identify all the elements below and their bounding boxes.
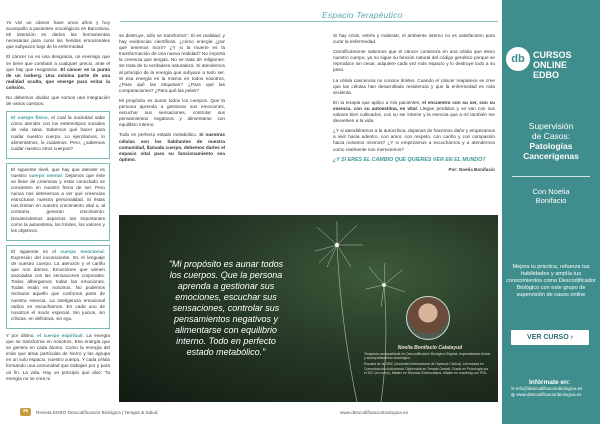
callout-mental-body: El siguiente nivel, que hay que atender es nuestro cuerpo mental. Dejamos que éste se llene de creencias y estar conectado se convierten en nuestro freno de ser. Pero nunca nos detenemos a ver qué creencias estructuran nuestra personalidad. Si éstas nos limitan en nuestro crecimiento vital o, al contrario, generan crecimiento. Desatendemos aspectos tan importantes como la autoestima, los límites, los valores y los objetivos.	[6, 163, 110, 241]
right-column	[333, 33, 495, 177]
author-bio: Terapeuta acompañante en Descodificación Biológica Original, especializada clínica y acompañamiento oncológico. Escuela de la SIBC (Sociedad Internacional de Hipnosis Clínica), Licenciada en Comunicación Audiovisual. Diplomada en Terapia Gestalt, Grado en Psicología por el IGC (en curso), Máster en Hipnosis Ericksoniana, Máster en coaching con PNL.	[364, 352, 491, 375]
globe-icon: ◍	[511, 392, 515, 397]
chevron-right-icon: ›	[570, 334, 573, 341]
footer-url[interactable]: www.descodificacionbiologica.es	[340, 410, 409, 415]
author-avatar	[406, 296, 450, 340]
ad-brand: CURSOS ONLINE EDBO	[533, 50, 572, 80]
paragraph: En la terapia que aplico a mis pacientes, el encuentro con su ser, con su esencia, con su autoestima, es vital. Llegan perdidos y se van con sus valores bien cultivados, con su ser interior y la esencia que a mí también me devuelven a la vida.	[333, 99, 495, 124]
paragraph: se destruye, sólo se transforma". Si es realidad, y hay evidencias científicas, ¿cómo energía ¿por qué tenemos morir? ¿Y si la muerte es la transformación de una nueva realidad? No importa la creencia que tengas. No se trata de religiones. Se trata de tu verdadera naturaleza. Si atendemos al principio de la energía que subyace a todo ser. Si esa energía es la misma en todos nosotros, ¿Para qué las etiquetas? ¿Para qué las comparaciones? ¿Para qué las pelas?	[119, 33, 225, 93]
author-name: Noelia Bonifacio Calatayud	[397, 345, 463, 351]
highlight-question: ¿Y SI ERES EL CAMBIO QUE QUIERES VER EN EL MUNDO?	[333, 156, 486, 163]
ad-author: Con Noelia Bonifacio	[532, 187, 570, 205]
paragraph: La célula cancerosa no conoce límites. Cuando el cáncer reaparece se cree que las células han desarrollado resistencia y que la enfermedad es más virulenta.	[333, 77, 495, 95]
section-divider	[120, 21, 498, 22]
paragraph: El cáncer no es una desgracia, un enemigo que se tiene que combatir a cualquier precio, ante el que hay que resignarse. El cáncer es la punta de un iceberg. Una mínima parte de una realidad oculta, que emerge para evitar la colisión.	[6, 54, 110, 90]
section-title: Espacio Terapéutico	[322, 10, 403, 20]
paragraph: ¿Y si atendiéramos a la autocrítica, dejamos de hacemos daño y empezamos a vivir hacia adentro, con amor, con respeto, con cariño y con compasión hacia nosotros mismos? ¿Y si empezamos a escucharnos y a atendernos como realmente nos merecemos?	[333, 128, 495, 152]
left-column-1	[6, 20, 110, 386]
ad-contact-info: Infórmate en: ✉ info@descodificacionbiologica.es ◍ www.descodificacionbiologica.es	[511, 380, 597, 398]
paragraph: Científicamente sabemos que el cáncer comienza en una célula que elevo nuestro cuerpo, ya no sigue su función natural del código genético porque se reproduce sin cesar, adquiere cada vez más espacio y lo destruye todo a su paso.	[333, 49, 495, 73]
callout-physical-body: El cuerpo físico, el cual la sociedad sabe cómo atender con los estereotipos sociales de vida sana. Sabemos qué hacer para cuidar nuestro cuerpo. Lo ejercitamos, lo alimentamos, lo cuidamos. Pero, ¿sabemos cuidar nuestro otros cuerpos?	[6, 111, 110, 159]
page-number-left: 20	[20, 408, 31, 416]
paragraph: No debemos olvidar que somos una integración de varios cuerpos.	[6, 95, 110, 107]
view-course-button[interactable]: VER CURSO ›	[511, 330, 589, 345]
mail-icon: ✉	[511, 386, 515, 391]
ad-description: Mejora tu práctica, refuerza tus habilidades y amplía tus conocimientos como Descodificador Biológico con este grupo de supervisión de casos online	[506, 264, 596, 298]
ad-divider	[512, 176, 590, 177]
footer-title: Revista EDBO Descodificación Biológica | Terapia & Salud	[36, 410, 158, 415]
paragraph: Si hay crisis, estrés y malestar, el ambiente interno no es satisfactorio para curar la enfermedad.	[333, 33, 495, 45]
callout-emotional-body: El siguiente es el cuerpo emocional. Expresión del inconsciente. Es el lenguaje de nuestro cuerpo. La atención y el cariño que nos damos. Emociones que vienen asociadas con las sensaciones corporales. Todos albergamos todas las emociones. Todas están en nosotros. No podemos rechazar aquello que conforma parte de nuestra esencia. La inteligencia emocional radica en escucharnos. En cada uno de nosotros el modo especial. Sin juicios, sin críticas, en definitiva, sin ego.	[6, 245, 110, 329]
paragraph: Todo en perfecto estado metabólico. Si nuestras células son los habitantes de nuestra comunidad, llamada cuerpo, debemos darles el espacio vital para su funcionamiento sea óptimo.	[119, 132, 225, 162]
paragraph: Y por último, el cuerpo espiritual. La energía que se transforma en nosotros. Esa energía que se genera en cada átomo. Como la energía del imán que atrae partículas de hierro y las agrupa en un solo espacio, nuestro cuerpo. Y cada célula formando una comunidad que trabajan por y para un fin. La vida. Hay un principio que dice: "la energía no se crea ni	[6, 332, 110, 381]
pull-quote: "Mi propósito es aunar todos los cuerpos. Que la persona aprenda a gestionar sus emociones, escuchar sus sensaciones, controlar sus pensamientos negativos y alimentarse con equilibrio interno. Todo en perfecto estado metabólico."	[168, 259, 284, 357]
ad-course-title: Supervisión de Casos: Patologías Cancerígenas	[523, 121, 579, 161]
contact-email-link[interactable]: ✉ info@descodificacionbiologica.es	[511, 386, 583, 391]
paragraph: Yo viví un cáncer hace unos años y hoy acompaño a pacientes oncológicos en Barcelona. Mi intención es darles las herramientas necesarias para curar las heridas emocionales que subyacen bajo de la enfermedad.	[6, 20, 110, 50]
contact-web-link[interactable]: ◍ www.descodificacionbiologica.es	[511, 392, 582, 397]
byline: Por: Noelia Bonifacio	[448, 167, 495, 173]
paragraph: Mi propósito es aunar todos los cuerpos. Que la persona aprenda a gestionar sus emociones, escuchar sus sensaciones, controlar sus pensamientos negativos y alimentarse con equilibrio interno.	[119, 97, 225, 128]
left-column-2	[119, 33, 225, 167]
edbo-logo-icon: db	[506, 47, 530, 71]
